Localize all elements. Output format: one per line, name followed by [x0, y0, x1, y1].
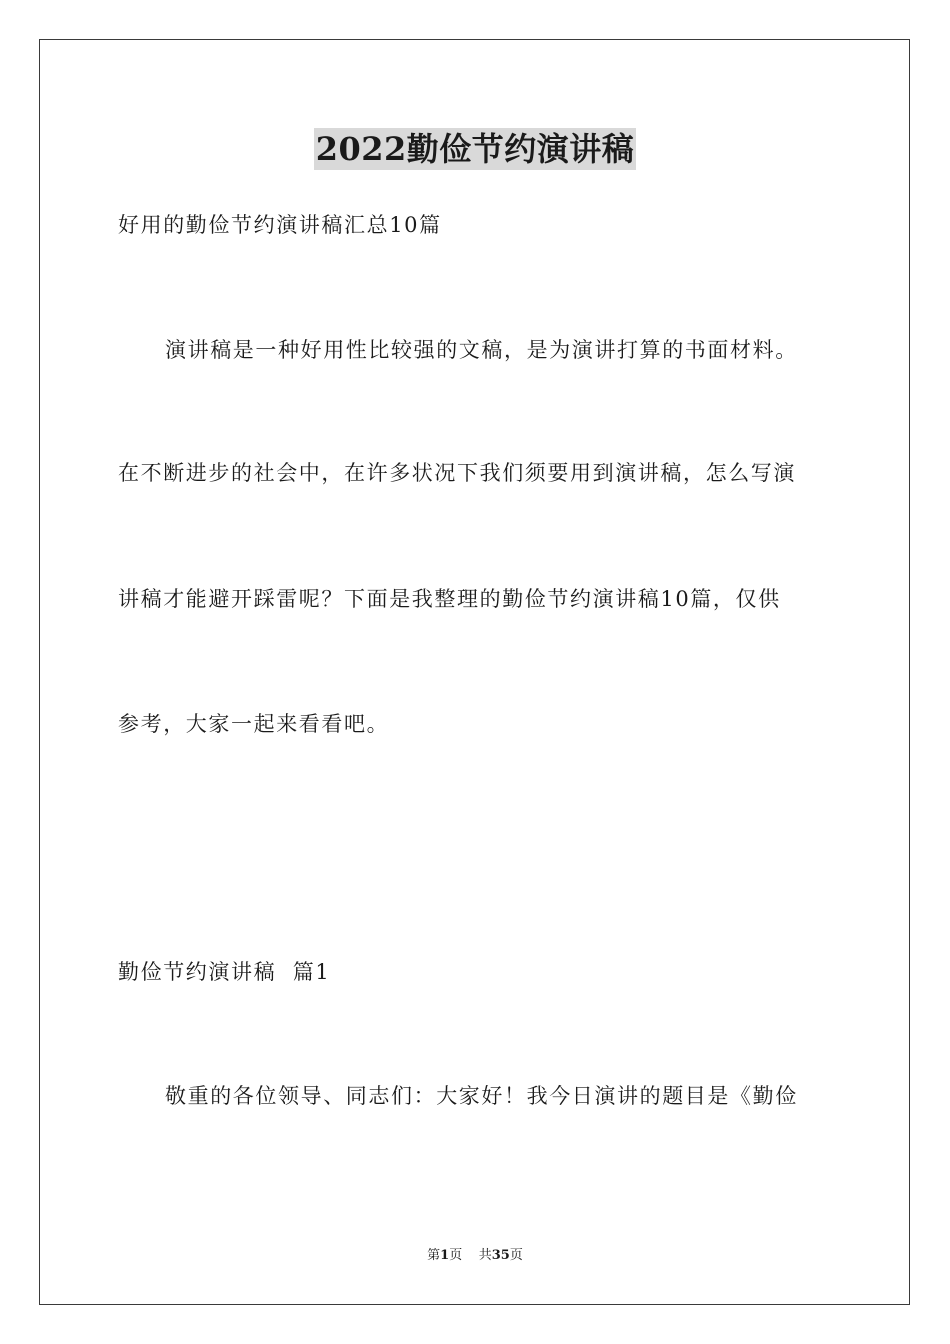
- document-title-block: [0, 128, 950, 174]
- document-subtitle: 好用的勤俭节约演讲稿汇总10篇: [118, 213, 442, 237]
- page-total: 35: [491, 1248, 510, 1263]
- document-title: 2022勤俭节约演讲稿: [315, 130, 635, 168]
- intro-paragraph-line: 在不断进步的社会中，在许多状况下我们须要用到演讲稿，怎么写演: [118, 461, 796, 485]
- intro-paragraph-line: 讲稿才能避开踩雷呢？下面是我整理的勤俭节约演讲稿10篇，仅供: [118, 587, 781, 611]
- page-number-prefix: 第: [427, 1248, 441, 1263]
- page-total-suffix: 页: [509, 1248, 523, 1263]
- section-paragraph-line: 敬重的各位领导、同志们：大家好！我今日演讲的题目是《勤俭: [165, 1084, 798, 1108]
- intro-paragraph-line: 演讲稿是一种好用性比较强的文稿，是为演讲打算的书面材料。: [165, 338, 798, 362]
- page-total-prefix: 共: [478, 1248, 492, 1263]
- page-footer: [0, 1247, 950, 1265]
- page-number-current: 1: [440, 1248, 450, 1263]
- page-number-suffix: 页: [449, 1248, 463, 1263]
- section-heading: 勤俭节约演讲稿 篇1: [118, 960, 331, 984]
- intro-paragraph-line: 参考，大家一起来看看吧。: [118, 712, 390, 736]
